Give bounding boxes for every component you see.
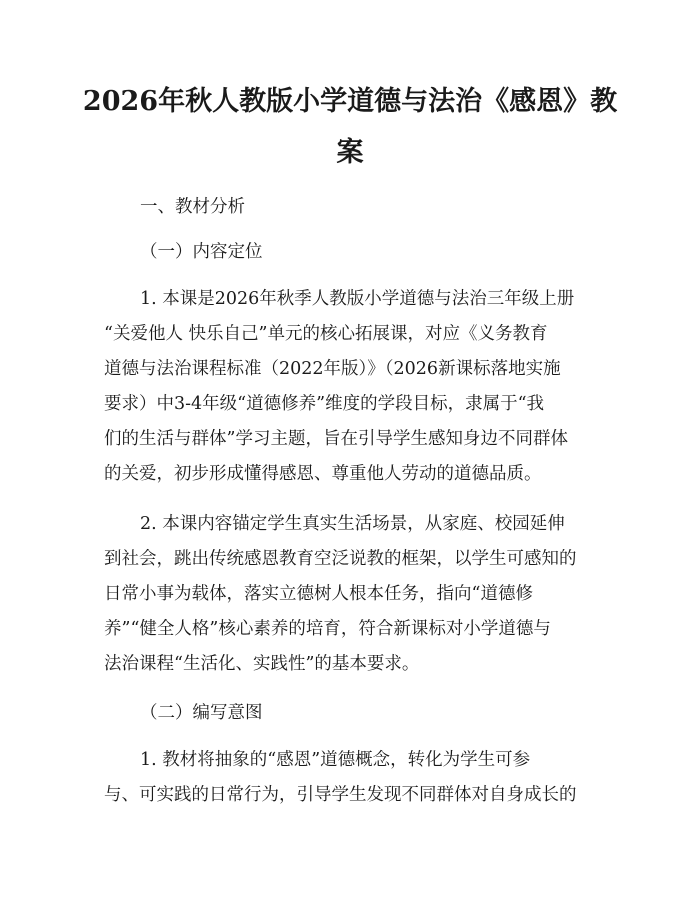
paragraph-1-line: 1. 本课是2026年秋季人教版小学道德与法治三年级上册 (140, 289, 575, 309)
paragraph-1-line: 要求）中3-4年级“道德修养”维度的学段目标，隶属于“我 (104, 394, 545, 414)
paragraph-2-line: 法治课程“生活化、实践性”的基本要求。 (104, 654, 420, 674)
paragraph-1-line: 道德与法治课程标准（2022年版）》（2026新课标落地实施 (104, 359, 561, 379)
paragraph-3-line: 与、可实践的日常行为，引导学生发现不同群体对自身成长的 (104, 785, 577, 805)
document-title-line-1: 2026年秋人教版小学道德与法治《感恩》教 (82, 86, 618, 117)
paragraph-1-line: 们的生活与群体”学习主题，旨在引导学生感知身边不同群体 (104, 429, 568, 449)
subsection-heading-writing-intent: （二）编写意图 (140, 703, 263, 723)
paragraph-2-line: 养”“健全人格”核心素养的培育，符合新课标对小学道德与 (104, 619, 551, 639)
paragraph-1-line: 的关爱，初步形成懂得感恩、尊重他人劳动的道德品质。 (104, 464, 542, 484)
paragraph-2-line: 日常小事为载体，落实立德树人根本任务，指向“道德修 (104, 584, 533, 604)
paragraph-2-line: 到社会，跳出传统感恩教育空泛说教的框架，以学生可感知的 (104, 549, 577, 569)
paragraph-2-line: 2. 本课内容锚定学生真实生活场景，从家庭、校园延伸 (140, 514, 565, 534)
subsection-heading-content-positioning: （一）内容定位 (140, 242, 263, 262)
document-title-line-2: 案 (336, 137, 364, 168)
paragraph-3-line: 1. 教材将抽象的“感恩”道德概念，转化为学生可参 (140, 750, 531, 770)
section-heading-textbook-analysis: 一、教材分析 (140, 197, 245, 217)
paragraph-1-line: “关爱他人 快乐自己”单元的核心拓展课，对应《义务教育 (104, 324, 548, 344)
